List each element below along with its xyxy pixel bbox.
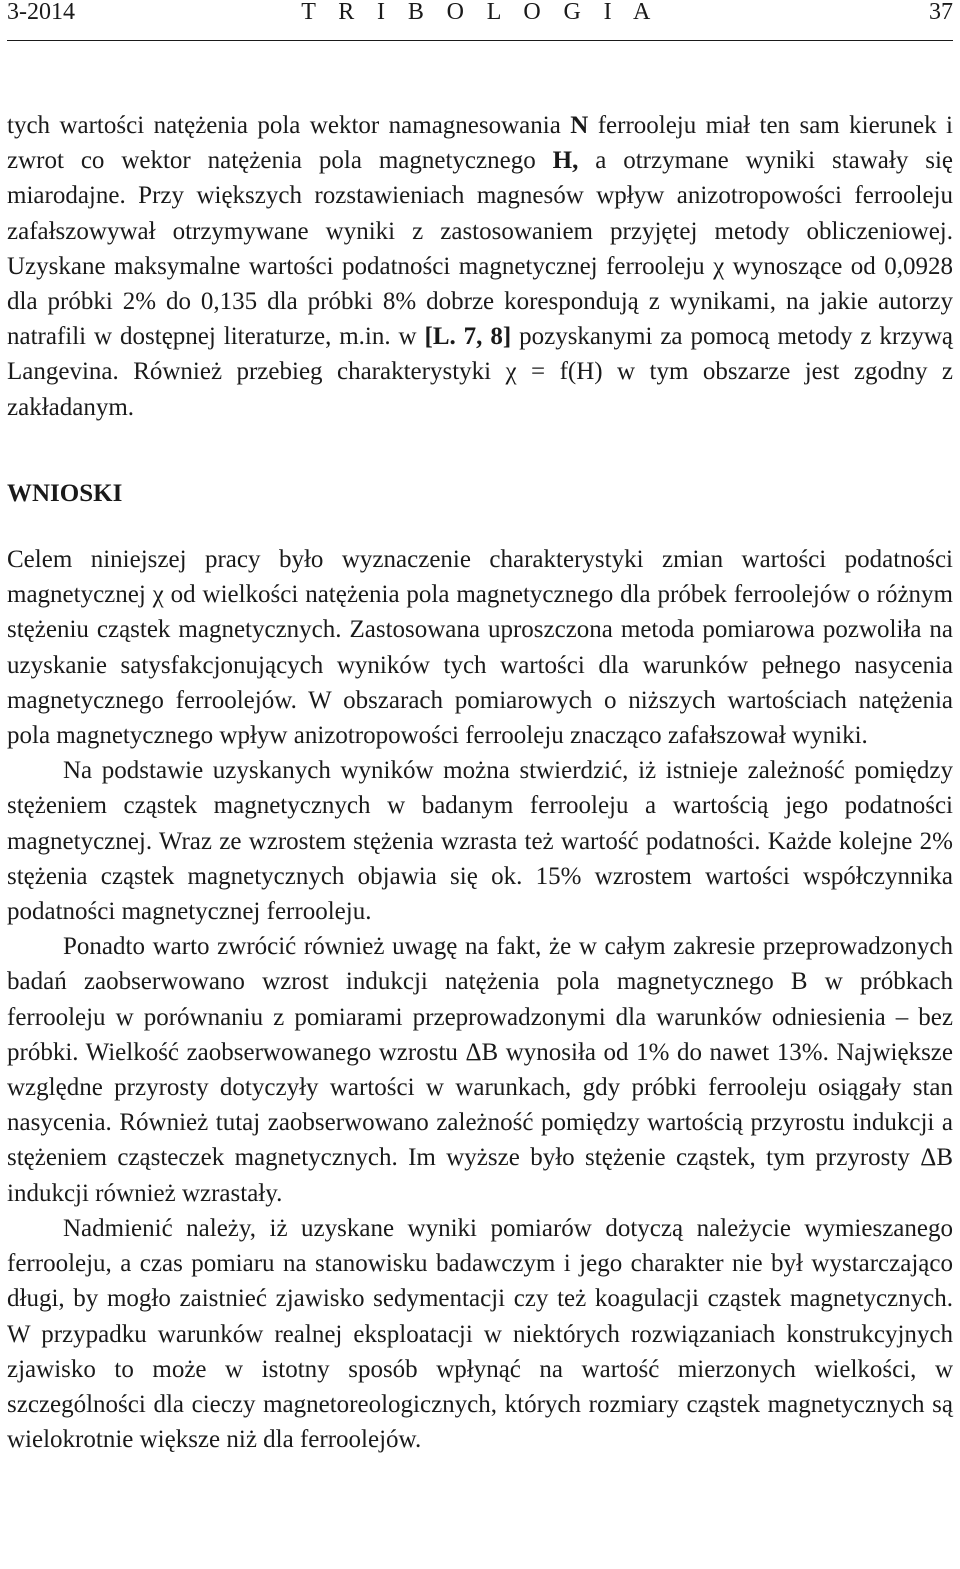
vector-h: H,	[552, 147, 579, 175]
citation-ref: [L. 7, 8]	[424, 323, 512, 351]
article-body	[7, 108, 953, 1457]
journal-title: T R I B O L O G I A	[301, 0, 659, 25]
paragraph-continued: tych wartości natężenia pola wektor namagnesowania N ferrooleju miał ten sam kierunek i zwrot co wektor natężenia pola magnetycznego H, a otrzymane wyniki stawały się miarodajne. Przy większych rozstawieniach magnesów wpływ anizotropowości ferrooleju zafałszowywał otrzymywane wyniki z zastosowaniem przyjętej metody obliczeniowej. Uzyskane maksymalne wartości podatności magnetycznej ferrooleju χ wynoszące od 0,0928 dla próbki 2% do 0,135 dla próbki 8% dobrze korespondują z wynikami, na jakie autorzy natrafili w dostępnej literaturze, m.in. w [L. 7, 8] pozyskanymi za pomocą metody z krzywą Langevina. Również przebieg charakterystyki χ = f(H) w tym obszarze jest zgodny z zakładanym.	[7, 112, 954, 421]
issue-number: 3-2014	[7, 0, 75, 25]
paragraph: Ponadto warto zwrócić również uwagę na fakt, że w całym zakresie przeprowadzonych badań zaobserwowano wzrost indukcji natężenia pola magnetycznego B w próbkach ferrooleju w porównaniu z pomiarami przeprowadzonymi dla warunków odniesienia – bez próbki. Wielkość zaobserwowanego wzrostu ΔB wynosiła od 1% do nawet 13%. Największe względne przyrosty dotyczyły wartości w warunkach, gdy próbki ferrooleju osiągały stan nasycenia. Również tutaj zaobserwowano zależność pomiędzy wartością przyrostu indukcji a stężeniem cząsteczek magnetycznych. Im wyższe było stężenie cząstek, tym przyrosty ΔB indukcji również wzrastały.	[7, 933, 953, 1207]
paragraph: Nadmienić należy, iż uzyskane wyniki pomiarów dotyczą należycie wymieszanego ferrooleju, a czas pomiaru na stanowisku badawczym i jego charakter nie był wystarczająco długi, by mogło zaistnieć zjawisko sedymentacji czy też koagulacji cząstek magnetycznych. W przypadku warunków realnej eksploatacji w niektórych rozwiązaniach konstrukcyjnych zjawisko to może w istotny sposób wpłynąć na wartość mierzonych wielkości, w szczególności dla cieczy magnetoreologicznych, których rozmiary cząstek magnetycznych są wielokrotnie większe niż dla ferroolejów.	[7, 1214, 953, 1454]
header-divider	[7, 40, 953, 41]
page-header	[7, 0, 953, 24]
section-heading-conclusions: WNIOSKI	[7, 479, 123, 507]
page-number: 37	[929, 0, 953, 25]
paragraph: Na podstawie uzyskanych wyników można stwierdzić, iż istnieje zależność pomiędzy stężeniem cząstek magnetycznych w badanym ferrooleju a wartością jego podatności magnetycznej. Wraz ze wzrostem stężenia wzrasta też wartość podatności. Każde kolejne 2% stężenia cząstek magnetycznych objawia się ok. 15% wzrostem wartości współczynnika podatności magnetycznej ferrooleju.	[7, 757, 953, 926]
paragraph: Celem niniejszej pracy było wyznaczenie charakterystyki zmian wartości podatności magnetycznej χ od wielkości natężenia pola magnetycznego dla próbek ferroolejów o różnym stężeniu cząstek magnetycznych. Zastosowana uproszczona metoda pomiarowa pozwoliła na uzyskanie satysfakcjonujących wyników tych wartości dla warunków pełnego nasycenia magnetycznego ferroolejów. W obszarach pomiarowych o niższych wartościach natężenia pola magnetycznego wpływ anizotropowości ferrooleju znacząco zafałszował wyniki.	[7, 546, 953, 750]
vector-n: N	[570, 112, 589, 139]
